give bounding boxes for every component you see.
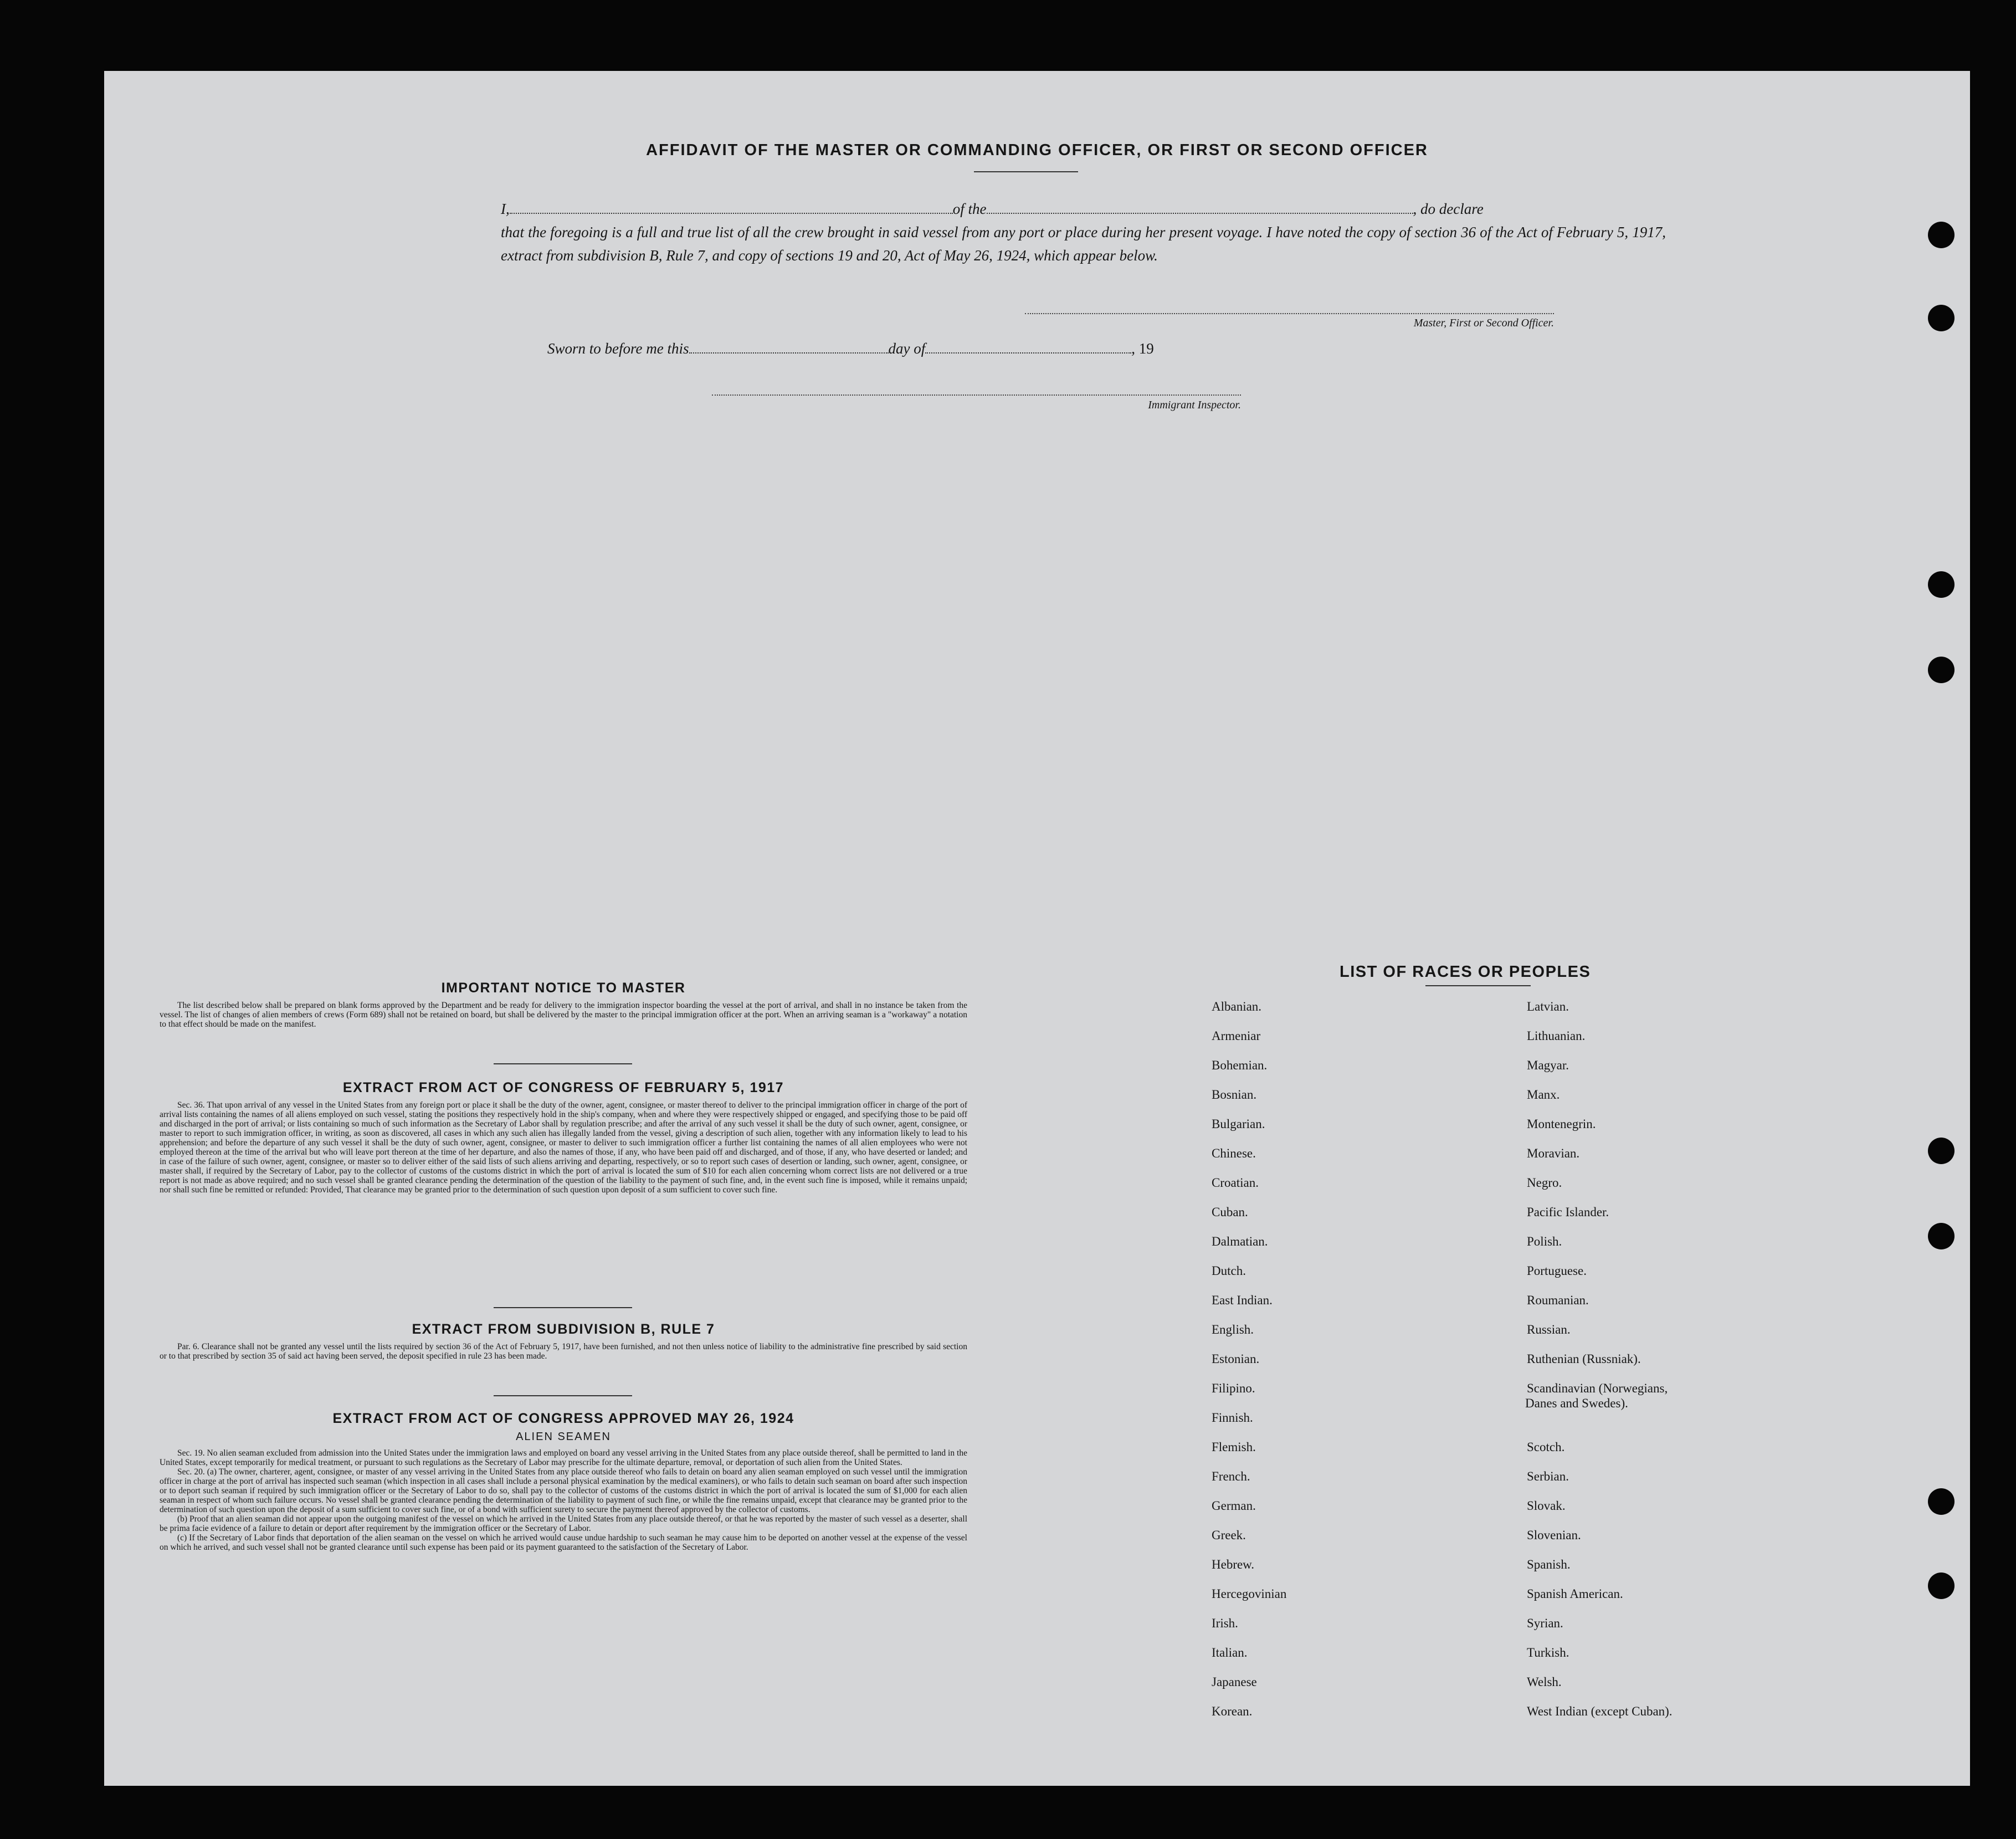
race-item: Spanish. bbox=[1527, 1558, 1571, 1571]
race-item: Bulgarian. bbox=[1212, 1117, 1265, 1131]
race-item: Greek. bbox=[1212, 1528, 1246, 1542]
race-item: Cuban. bbox=[1212, 1205, 1248, 1219]
year-text: , 19 bbox=[1131, 340, 1154, 357]
extract-1917-title: EXTRACT FROM ACT OF CONGRESS OF FEBRUARY 5, 1917 bbox=[342, 1080, 784, 1095]
race-item: Latvian. bbox=[1527, 1000, 1569, 1013]
master-signature-line[interactable] bbox=[1025, 313, 1554, 314]
sworn-month-blank[interactable] bbox=[925, 352, 1131, 354]
race-item: Moravian. bbox=[1527, 1146, 1580, 1160]
extract-1924-title: EXTRACT FROM ACT OF CONGRESS APPROVED MAY 26, 1924 bbox=[332, 1411, 794, 1426]
notice-title: IMPORTANT NOTICE TO MASTER bbox=[441, 980, 686, 996]
inspector-signature-line[interactable] bbox=[712, 394, 1241, 396]
race-item: English. bbox=[1212, 1323, 1254, 1336]
race-item: Syrian. bbox=[1527, 1616, 1563, 1630]
race-item: French. bbox=[1212, 1469, 1250, 1483]
race-item: East Indian. bbox=[1212, 1293, 1273, 1307]
race-item: Scandinavian (Norwegians, bbox=[1527, 1381, 1668, 1395]
race-item: Irish. bbox=[1212, 1616, 1238, 1630]
race-item: Armeniar bbox=[1212, 1029, 1261, 1043]
race-item: Albanian. bbox=[1212, 1000, 1262, 1013]
race-item: Russian. bbox=[1527, 1323, 1571, 1336]
affidavit-body-block bbox=[501, 197, 1666, 267]
race-item: Bohemian. bbox=[1212, 1058, 1268, 1072]
affidavit-body: that the foregoing is a full and true list of all the crew brought in said vessel from any port or place during her present voyage. I have noted the copy of section 36 of the Act of February 5, 1917, extract from subdivision B, Rule 7, and copy of sections 19 and 20, Act of May 26, 1924, which appear below. bbox=[501, 224, 1666, 264]
race-item: Chinese. bbox=[1212, 1146, 1256, 1160]
vessel-name-blank[interactable] bbox=[987, 212, 1413, 214]
punch-hole bbox=[1928, 1138, 1955, 1164]
affidavit-i: I, bbox=[501, 201, 510, 217]
race-item: Portuguese. bbox=[1527, 1264, 1587, 1278]
race-item: Scotch. bbox=[1527, 1440, 1565, 1454]
race-item: Slovenian. bbox=[1527, 1528, 1581, 1542]
form-sheet bbox=[104, 71, 1970, 1786]
punch-hole bbox=[1928, 222, 1955, 248]
punch-hole bbox=[1928, 657, 1955, 683]
punch-hole bbox=[1928, 1488, 1955, 1515]
race-item: Dalmatian. bbox=[1212, 1234, 1268, 1248]
sworn-day-blank[interactable] bbox=[689, 352, 889, 354]
race-item: Ruthenian (Russniak). bbox=[1527, 1352, 1641, 1366]
race-item: Lithuanian. bbox=[1527, 1029, 1586, 1043]
race-item: Montenegrin. bbox=[1527, 1117, 1596, 1131]
race-item: Negro. bbox=[1527, 1176, 1562, 1190]
extract-1917-text: Sec. 36. That upon arrival of any vessel in the United States from any foreign port or place it shall be the duty of the owner, agent, consignee, or master thereof to deliver to the principal immigration officer in charge of the port of arrival lists containing the names of all aliens employed on such vessel, stating the positions they respectively hold in the ship's company, when and where they were respectively shipped or engaged, and specifying those to be paid off and discharged in the port of arrival; or lists containing so much of such information as the Secretary of Labor shall by regulation prescribe; and after the arrival of any such vessel it shall be the duty of such owner, agent, consignee, or master to report to such immigration officer, in writing, as soon as discovered, all cases in which any such alien has illegally landed from the vessel, giving a description of such alien, together with any information likely to lead to his apprehension; and before the departure of any such vessel it shall be the duty of such owner, agent, consignee, or master to deliver to such immigration officer a further list containing the names of all alien employees who were not employed thereon at the time of the arrival but who will leave port thereon at the time of her departure, and also the names of those, if any, who have been paid off and discharged, and of those, if any, who have deserted or landed; and in case of the failure of such owner, agent, consignee, or master so to deliver either of the said lists of such aliens arriving and departing, respectively, or so to report such cases of desertion or landing, such owner, agent, consignee, or master shall, if required by the Secretary of Labor, pay to the collector of customs of the customs district in which the port of arrival is located the sum of $10 for each alien concerning whom correct lists are not delivered or a true report is not made as above required; and no such vessel shall be granted clearance pending the determination of the question of the liability to the payment of such fine, and, in the event such fine is imposed, while it remains unpaid; nor shall such fine be remitted or refunded: Provided, That clearance may be granted prior to the determination of such question upon deposit of a sum sufficient to cover such fine. bbox=[160, 1100, 967, 1195]
race-item: Filipino. bbox=[1212, 1381, 1255, 1395]
race-item: Roumanian. bbox=[1527, 1293, 1589, 1307]
race-item: Korean. bbox=[1212, 1704, 1253, 1718]
day-of-text: day of bbox=[888, 340, 926, 357]
race-item: Danes and Swedes). bbox=[1525, 1396, 1628, 1410]
affidavit-declare: , do declare bbox=[1413, 201, 1484, 217]
sec-19-text: Sec. 19. No alien seaman excluded from admission into the United States under the immigration laws and employed on board any vessel arriving in the United States from any place outside thereof, shall be permitted to land in the United States, except temporarily for medical treatment, or pursuant to such regulations as the Secretary of Labor may prescribe for the ultimate departure, removal, or deportation of such alien from the United States. bbox=[160, 1448, 967, 1467]
race-item: Bosnian. bbox=[1212, 1088, 1257, 1102]
rule7-text: Par. 6. Clearance shall not be granted any vessel until the lists required by section 36 of the Act of February 5, 1917, have been furnished, and not then unless notice of liability to the administrative fine prescribed by said section or to that prescribed by section 35 of said act having been served, the deposit specified in rule 23 has been made. bbox=[160, 1342, 967, 1361]
race-item: Turkish. bbox=[1527, 1646, 1569, 1659]
race-item: Pacific Islander. bbox=[1527, 1205, 1609, 1219]
race-item: Slovak. bbox=[1527, 1499, 1566, 1513]
race-item: Manx. bbox=[1527, 1088, 1560, 1102]
notice-body bbox=[160, 1001, 967, 1029]
sworn-text: Sworn to before me this bbox=[547, 340, 689, 357]
races-divider bbox=[1425, 985, 1531, 986]
affidavit-title: AFFIDAVIT OF THE MASTER OR COMMANDING OFFICER, OR FIRST OR SECOND OFFICER bbox=[646, 141, 1428, 159]
extract-1924-body bbox=[160, 1448, 967, 1552]
sworn-line bbox=[547, 340, 1154, 357]
inspector-signature-label: Immigrant Inspector. bbox=[1148, 399, 1241, 411]
sec-20c-text: (c) If the Secretary of Labor finds that deportation of the alien seaman on the vessel on which he arrived would cause undue hardship to such seaman he may cause him to be deported on another vessel at the expense of the vessel on which he arrived, and such vessel shall not be granted clearance until such expense has been paid or its payment guaranteed to the satisfaction of the Secretary of Labor. bbox=[160, 1533, 967, 1552]
race-item: Italian. bbox=[1212, 1646, 1248, 1659]
race-item: Hercegovinian bbox=[1212, 1587, 1287, 1601]
extract-1917-body bbox=[160, 1100, 967, 1195]
race-item: Flemish. bbox=[1212, 1440, 1256, 1454]
rule7-title: EXTRACT FROM SUBDIVISION B, RULE 7 bbox=[412, 1321, 715, 1337]
alien-seamen-subtitle: ALIEN SEAMEN bbox=[516, 1431, 611, 1443]
race-item: Finnish. bbox=[1212, 1411, 1253, 1425]
divider bbox=[494, 1395, 632, 1396]
race-item: Magyar. bbox=[1527, 1058, 1569, 1072]
races-title: LIST OF RACES OR PEOPLES bbox=[1340, 963, 1591, 981]
race-item: Croatian. bbox=[1212, 1176, 1259, 1190]
divider bbox=[494, 1307, 632, 1308]
punch-hole bbox=[1928, 571, 1955, 598]
sec-20b-text: (b) Proof that an alien seaman did not appear upon the outgoing manifest of the vessel on which he arrived in the United States from any place outside thereof, or that he was reported by the master of such vessel as a deserter, shall be prima facie evidence of a failure to detain or deport after requirement by the immigration officer or the Secretary of Labor. bbox=[160, 1514, 967, 1533]
race-item: West Indian (except Cuban). bbox=[1527, 1704, 1673, 1718]
sec-20a-text: Sec. 20. (a) The owner, charterer, agent, consignee, or master of any vessel arriving in the United States from any place outside thereof who fails to detain on board any alien seaman employed on such vessel until the immigration officer in charge at the port of arrival has inspected such seaman (which inspection in all cases shall include a personal physical examination by the medical examiners), or who fails to detain such seaman on board after such inspection or to deport such seaman if required by such immigration officer or the Secretary of Labor to do so, shall pay to the collector of customs of the customs district in which the port of arrival is located the sum of $1,000 for each alien seaman in respect of whom such failure occurs. No vessel shall be granted clearance pending the determination of the liability to payment of such fine, or while the fine remains unpaid, except that clearance may be granted prior to the determination of such question upon the deposit of a sum sufficient to cover such fine, or of a bond with sufficient surety to secure the payment thereof approved by the collector of customs. bbox=[160, 1467, 967, 1514]
punch-hole bbox=[1928, 305, 1955, 331]
punch-hole bbox=[1928, 1572, 1955, 1599]
race-item: German. bbox=[1212, 1499, 1256, 1513]
notice-text: The list described below shall be prepared on blank forms approved by the Department and be ready for delivery to the immigration inspector boarding the vessel at the port of arrival, and shall in no instance be taken from the vessel. The list of changes of alien members of crews (Form 689) shall not be retained on board, but shall be delivered by the master to the principal immigration officer at the port. When an arriving seaman is a "workaway" a notation to that effect should be made on the manifest. bbox=[160, 1001, 967, 1029]
race-item: Dutch. bbox=[1212, 1264, 1246, 1278]
race-item: Welsh. bbox=[1527, 1675, 1562, 1689]
race-item: Serbian. bbox=[1527, 1469, 1569, 1483]
affidavit-of-the: of the bbox=[952, 201, 987, 217]
race-item: Hebrew. bbox=[1212, 1558, 1255, 1571]
divider bbox=[494, 1063, 632, 1064]
punch-hole bbox=[1928, 1223, 1955, 1249]
title-divider bbox=[974, 171, 1078, 172]
race-item: Estonian. bbox=[1212, 1352, 1260, 1366]
rule7-body bbox=[160, 1342, 967, 1361]
declarant-name-blank[interactable] bbox=[510, 212, 953, 214]
race-item: Polish. bbox=[1527, 1234, 1562, 1248]
race-item: Japanese bbox=[1212, 1675, 1257, 1689]
master-signature-label: Master, First or Second Officer. bbox=[1413, 317, 1554, 329]
race-item: Spanish American. bbox=[1527, 1587, 1623, 1601]
